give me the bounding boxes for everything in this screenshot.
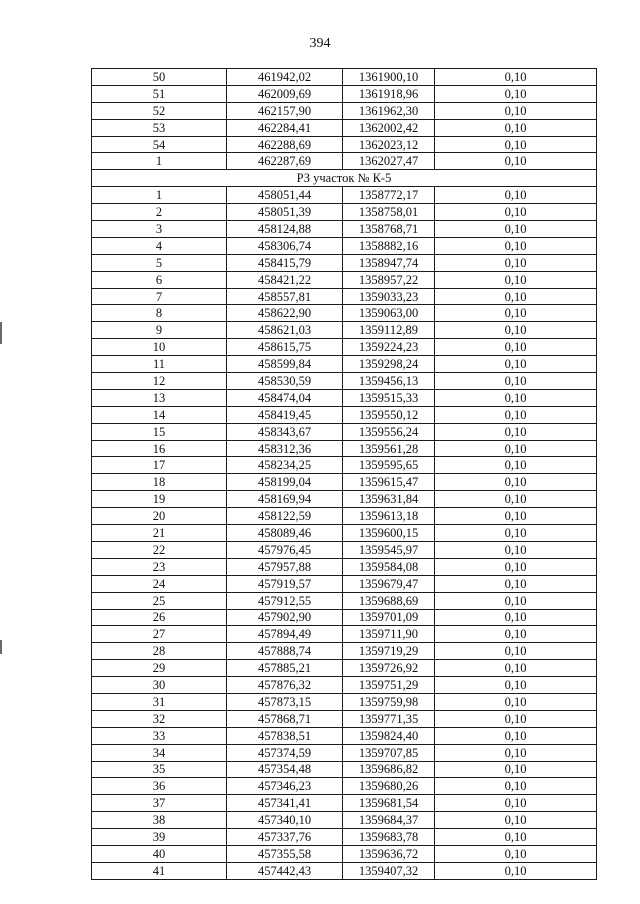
accuracy-cell: 0,10: [435, 508, 597, 525]
x-coordinate-cell: 458415,79: [227, 254, 343, 271]
point-number-cell: 51: [92, 85, 227, 102]
y-coordinate-cell: 1359550,12: [343, 406, 435, 423]
accuracy-cell: 0,10: [435, 119, 597, 136]
point-number-cell: 13: [92, 389, 227, 406]
x-coordinate-cell: 457873,15: [227, 693, 343, 710]
point-number-cell: 32: [92, 710, 227, 727]
y-coordinate-cell: 1361900,10: [343, 69, 435, 86]
accuracy-cell: 0,10: [435, 626, 597, 643]
point-number-cell: 39: [92, 829, 227, 846]
coordinates-table-body: [92, 69, 597, 880]
accuracy-cell: 0,10: [435, 254, 597, 271]
x-coordinate-cell: 458169,94: [227, 491, 343, 508]
y-coordinate-cell: 1359636,72: [343, 845, 435, 862]
y-coordinate-cell: 1359681,54: [343, 795, 435, 812]
table-row: [92, 575, 597, 592]
point-number-cell: 9: [92, 322, 227, 339]
y-coordinate-cell: 1359679,47: [343, 575, 435, 592]
accuracy-cell: 0,10: [435, 643, 597, 660]
x-coordinate-cell: 457355,58: [227, 845, 343, 862]
table-row: [92, 389, 597, 406]
y-coordinate-cell: 1358957,22: [343, 271, 435, 288]
x-coordinate-cell: 457868,71: [227, 710, 343, 727]
accuracy-cell: 0,10: [435, 744, 597, 761]
x-coordinate-cell: 457340,10: [227, 812, 343, 829]
y-coordinate-cell: 1361918,96: [343, 85, 435, 102]
point-number-cell: 1: [92, 187, 227, 204]
y-coordinate-cell: 1359600,15: [343, 525, 435, 542]
x-coordinate-cell: 458051,39: [227, 204, 343, 221]
y-coordinate-cell: 1359584,08: [343, 558, 435, 575]
point-number-cell: 26: [92, 609, 227, 626]
accuracy-cell: 0,10: [435, 525, 597, 542]
table-row: [92, 305, 597, 322]
point-number-cell: 23: [92, 558, 227, 575]
y-coordinate-cell: 1359112,89: [343, 322, 435, 339]
x-coordinate-cell: 458599,84: [227, 356, 343, 373]
point-number-cell: 35: [92, 761, 227, 778]
y-coordinate-cell: 1359688,69: [343, 592, 435, 609]
y-coordinate-cell: 1359680,26: [343, 778, 435, 795]
y-coordinate-cell: 1359298,24: [343, 356, 435, 373]
y-coordinate-cell: 1362023,12: [343, 136, 435, 153]
table-row: [92, 373, 597, 390]
accuracy-cell: 0,10: [435, 778, 597, 795]
table-row: [92, 829, 597, 846]
table-row: [92, 271, 597, 288]
table-row: [92, 474, 597, 491]
accuracy-cell: 0,10: [435, 153, 597, 170]
x-coordinate-cell: 458312,36: [227, 440, 343, 457]
point-number-cell: 19: [92, 491, 227, 508]
accuracy-cell: 0,10: [435, 187, 597, 204]
point-number-cell: 6: [92, 271, 227, 288]
accuracy-cell: 0,10: [435, 440, 597, 457]
table-row: [92, 119, 597, 136]
x-coordinate-cell: 458621,03: [227, 322, 343, 339]
x-coordinate-cell: 457885,21: [227, 660, 343, 677]
y-coordinate-cell: 1359824,40: [343, 727, 435, 744]
x-coordinate-cell: 457957,88: [227, 558, 343, 575]
accuracy-cell: 0,10: [435, 406, 597, 423]
x-coordinate-cell: 462288,69: [227, 136, 343, 153]
accuracy-cell: 0,10: [435, 423, 597, 440]
accuracy-cell: 0,10: [435, 373, 597, 390]
accuracy-cell: 0,10: [435, 221, 597, 238]
accuracy-cell: 0,10: [435, 474, 597, 491]
accuracy-cell: 0,10: [435, 812, 597, 829]
x-coordinate-cell: 462287,69: [227, 153, 343, 170]
point-number-cell: 20: [92, 508, 227, 525]
table-row: [92, 508, 597, 525]
point-number-cell: 1: [92, 153, 227, 170]
y-coordinate-cell: 1359751,29: [343, 677, 435, 694]
x-coordinate-cell: 457876,32: [227, 677, 343, 694]
table-row: [92, 406, 597, 423]
scan-edge-mark: [0, 640, 2, 654]
accuracy-cell: 0,10: [435, 305, 597, 322]
table-row: [92, 812, 597, 829]
y-coordinate-cell: 1359686,82: [343, 761, 435, 778]
x-coordinate-cell: 457919,57: [227, 575, 343, 592]
point-number-cell: 53: [92, 119, 227, 136]
table-row: [92, 491, 597, 508]
x-coordinate-cell: 462009,69: [227, 85, 343, 102]
point-number-cell: 8: [92, 305, 227, 322]
x-coordinate-cell: 457354,48: [227, 761, 343, 778]
x-coordinate-cell: 458615,75: [227, 339, 343, 356]
y-coordinate-cell: 1358768,71: [343, 221, 435, 238]
table-row: [92, 237, 597, 254]
point-number-cell: 41: [92, 862, 227, 879]
point-number-cell: 30: [92, 677, 227, 694]
y-coordinate-cell: 1361962,30: [343, 102, 435, 119]
x-coordinate-cell: 457894,49: [227, 626, 343, 643]
table-row: [92, 761, 597, 778]
point-number-cell: 15: [92, 423, 227, 440]
point-number-cell: 14: [92, 406, 227, 423]
point-number-cell: 52: [92, 102, 227, 119]
point-number-cell: 5: [92, 254, 227, 271]
y-coordinate-cell: 1362002,42: [343, 119, 435, 136]
point-number-cell: 18: [92, 474, 227, 491]
y-coordinate-cell: 1359595,65: [343, 457, 435, 474]
table-row: [92, 322, 597, 339]
y-coordinate-cell: 1359561,28: [343, 440, 435, 457]
y-coordinate-cell: 1359631,84: [343, 491, 435, 508]
x-coordinate-cell: 458419,45: [227, 406, 343, 423]
y-coordinate-cell: 1359759,98: [343, 693, 435, 710]
point-number-cell: 11: [92, 356, 227, 373]
accuracy-cell: 0,10: [435, 592, 597, 609]
accuracy-cell: 0,10: [435, 69, 597, 86]
table-row: [92, 85, 597, 102]
accuracy-cell: 0,10: [435, 677, 597, 694]
x-coordinate-cell: 458421,22: [227, 271, 343, 288]
section-title-row: [92, 170, 597, 187]
table-row: [92, 626, 597, 643]
table-row: [92, 744, 597, 761]
y-coordinate-cell: 1359556,24: [343, 423, 435, 440]
x-coordinate-cell: 462284,41: [227, 119, 343, 136]
accuracy-cell: 0,10: [435, 727, 597, 744]
y-coordinate-cell: 1359701,09: [343, 609, 435, 626]
page-number: 394: [309, 36, 331, 51]
point-number-cell: 22: [92, 541, 227, 558]
x-coordinate-cell: 457442,43: [227, 862, 343, 879]
y-coordinate-cell: 1358947,74: [343, 254, 435, 271]
accuracy-cell: 0,10: [435, 136, 597, 153]
x-coordinate-cell: 457374,59: [227, 744, 343, 761]
y-coordinate-cell: 1359033,23: [343, 288, 435, 305]
table-row: [92, 457, 597, 474]
section-title: РЗ участок № К-5: [92, 170, 597, 187]
table-row: [92, 609, 597, 626]
x-coordinate-cell: 458306,74: [227, 237, 343, 254]
point-number-cell: 34: [92, 744, 227, 761]
table-row: [92, 69, 597, 86]
table-row: [92, 423, 597, 440]
table-row: [92, 339, 597, 356]
table-row: [92, 778, 597, 795]
y-coordinate-cell: 1359407,32: [343, 862, 435, 879]
x-coordinate-cell: 458122,59: [227, 508, 343, 525]
point-number-cell: 31: [92, 693, 227, 710]
accuracy-cell: 0,10: [435, 339, 597, 356]
accuracy-cell: 0,10: [435, 271, 597, 288]
point-number-cell: 21: [92, 525, 227, 542]
x-coordinate-cell: 458089,46: [227, 525, 343, 542]
table-row: [92, 710, 597, 727]
x-coordinate-cell: 457838,51: [227, 727, 343, 744]
point-number-cell: 40: [92, 845, 227, 862]
x-coordinate-cell: 457346,23: [227, 778, 343, 795]
table-row: [92, 102, 597, 119]
point-number-cell: 28: [92, 643, 227, 660]
table-row: [92, 795, 597, 812]
accuracy-cell: 0,10: [435, 862, 597, 879]
point-number-cell: 4: [92, 237, 227, 254]
accuracy-cell: 0,10: [435, 457, 597, 474]
point-number-cell: 12: [92, 373, 227, 390]
accuracy-cell: 0,10: [435, 491, 597, 508]
x-coordinate-cell: 457888,74: [227, 643, 343, 660]
y-coordinate-cell: 1359456,13: [343, 373, 435, 390]
table-row: [92, 592, 597, 609]
table-row: [92, 660, 597, 677]
accuracy-cell: 0,10: [435, 660, 597, 677]
x-coordinate-cell: 458199,04: [227, 474, 343, 491]
accuracy-cell: 0,10: [435, 237, 597, 254]
x-coordinate-cell: 458051,44: [227, 187, 343, 204]
y-coordinate-cell: 1358758,01: [343, 204, 435, 221]
table-row: [92, 221, 597, 238]
point-number-cell: 36: [92, 778, 227, 795]
x-coordinate-cell: 458622,90: [227, 305, 343, 322]
point-number-cell: 17: [92, 457, 227, 474]
point-number-cell: 29: [92, 660, 227, 677]
y-coordinate-cell: 1359726,92: [343, 660, 435, 677]
table-row: [92, 288, 597, 305]
y-coordinate-cell: 1359515,33: [343, 389, 435, 406]
point-number-cell: 10: [92, 339, 227, 356]
accuracy-cell: 0,10: [435, 541, 597, 558]
x-coordinate-cell: 462157,90: [227, 102, 343, 119]
x-coordinate-cell: 458234,25: [227, 457, 343, 474]
point-number-cell: 27: [92, 626, 227, 643]
accuracy-cell: 0,10: [435, 795, 597, 812]
y-coordinate-cell: 1359545,97: [343, 541, 435, 558]
point-number-cell: 16: [92, 440, 227, 457]
y-coordinate-cell: 1358772,17: [343, 187, 435, 204]
accuracy-cell: 0,10: [435, 288, 597, 305]
x-coordinate-cell: 458530,59: [227, 373, 343, 390]
coordinates-table: [91, 68, 597, 880]
y-coordinate-cell: 1359683,78: [343, 829, 435, 846]
x-coordinate-cell: 458124,88: [227, 221, 343, 238]
x-coordinate-cell: 458343,67: [227, 423, 343, 440]
accuracy-cell: 0,10: [435, 85, 597, 102]
table-row: [92, 187, 597, 204]
accuracy-cell: 0,10: [435, 761, 597, 778]
table-row: [92, 356, 597, 373]
x-coordinate-cell: 458557,81: [227, 288, 343, 305]
y-coordinate-cell: 1359711,90: [343, 626, 435, 643]
accuracy-cell: 0,10: [435, 204, 597, 221]
y-coordinate-cell: 1358882,16: [343, 237, 435, 254]
y-coordinate-cell: 1359613,18: [343, 508, 435, 525]
table-row: [92, 643, 597, 660]
point-number-cell: 25: [92, 592, 227, 609]
accuracy-cell: 0,10: [435, 558, 597, 575]
accuracy-cell: 0,10: [435, 575, 597, 592]
accuracy-cell: 0,10: [435, 322, 597, 339]
scan-edge-mark: [0, 322, 2, 344]
point-number-cell: 7: [92, 288, 227, 305]
x-coordinate-cell: 457341,41: [227, 795, 343, 812]
table-row: [92, 254, 597, 271]
x-coordinate-cell: 457912,55: [227, 592, 343, 609]
accuracy-cell: 0,10: [435, 389, 597, 406]
y-coordinate-cell: 1359063,00: [343, 305, 435, 322]
table-row: [92, 727, 597, 744]
point-number-cell: 3: [92, 221, 227, 238]
x-coordinate-cell: 461942,02: [227, 69, 343, 86]
y-coordinate-cell: 1362027,47: [343, 153, 435, 170]
table-row: [92, 677, 597, 694]
y-coordinate-cell: 1359615,47: [343, 474, 435, 491]
y-coordinate-cell: 1359224,23: [343, 339, 435, 356]
table-row: [92, 153, 597, 170]
y-coordinate-cell: 1359771,35: [343, 710, 435, 727]
accuracy-cell: 0,10: [435, 102, 597, 119]
x-coordinate-cell: 458474,04: [227, 389, 343, 406]
table-row: [92, 845, 597, 862]
accuracy-cell: 0,10: [435, 829, 597, 846]
point-number-cell: 38: [92, 812, 227, 829]
x-coordinate-cell: 457902,90: [227, 609, 343, 626]
table-row: [92, 541, 597, 558]
x-coordinate-cell: 457337,76: [227, 829, 343, 846]
table-row: [92, 204, 597, 221]
table-row: [92, 136, 597, 153]
table-row: [92, 525, 597, 542]
accuracy-cell: 0,10: [435, 693, 597, 710]
y-coordinate-cell: 1359707,85: [343, 744, 435, 761]
accuracy-cell: 0,10: [435, 845, 597, 862]
accuracy-cell: 0,10: [435, 609, 597, 626]
x-coordinate-cell: 457976,45: [227, 541, 343, 558]
y-coordinate-cell: 1359719,29: [343, 643, 435, 660]
table-row: [92, 440, 597, 457]
point-number-cell: 54: [92, 136, 227, 153]
point-number-cell: 2: [92, 204, 227, 221]
point-number-cell: 24: [92, 575, 227, 592]
accuracy-cell: 0,10: [435, 356, 597, 373]
point-number-cell: 37: [92, 795, 227, 812]
table-row: [92, 862, 597, 879]
y-coordinate-cell: 1359684,37: [343, 812, 435, 829]
table-row: [92, 693, 597, 710]
point-number-cell: 33: [92, 727, 227, 744]
table-row: [92, 558, 597, 575]
point-number-cell: 50: [92, 69, 227, 86]
accuracy-cell: 0,10: [435, 710, 597, 727]
